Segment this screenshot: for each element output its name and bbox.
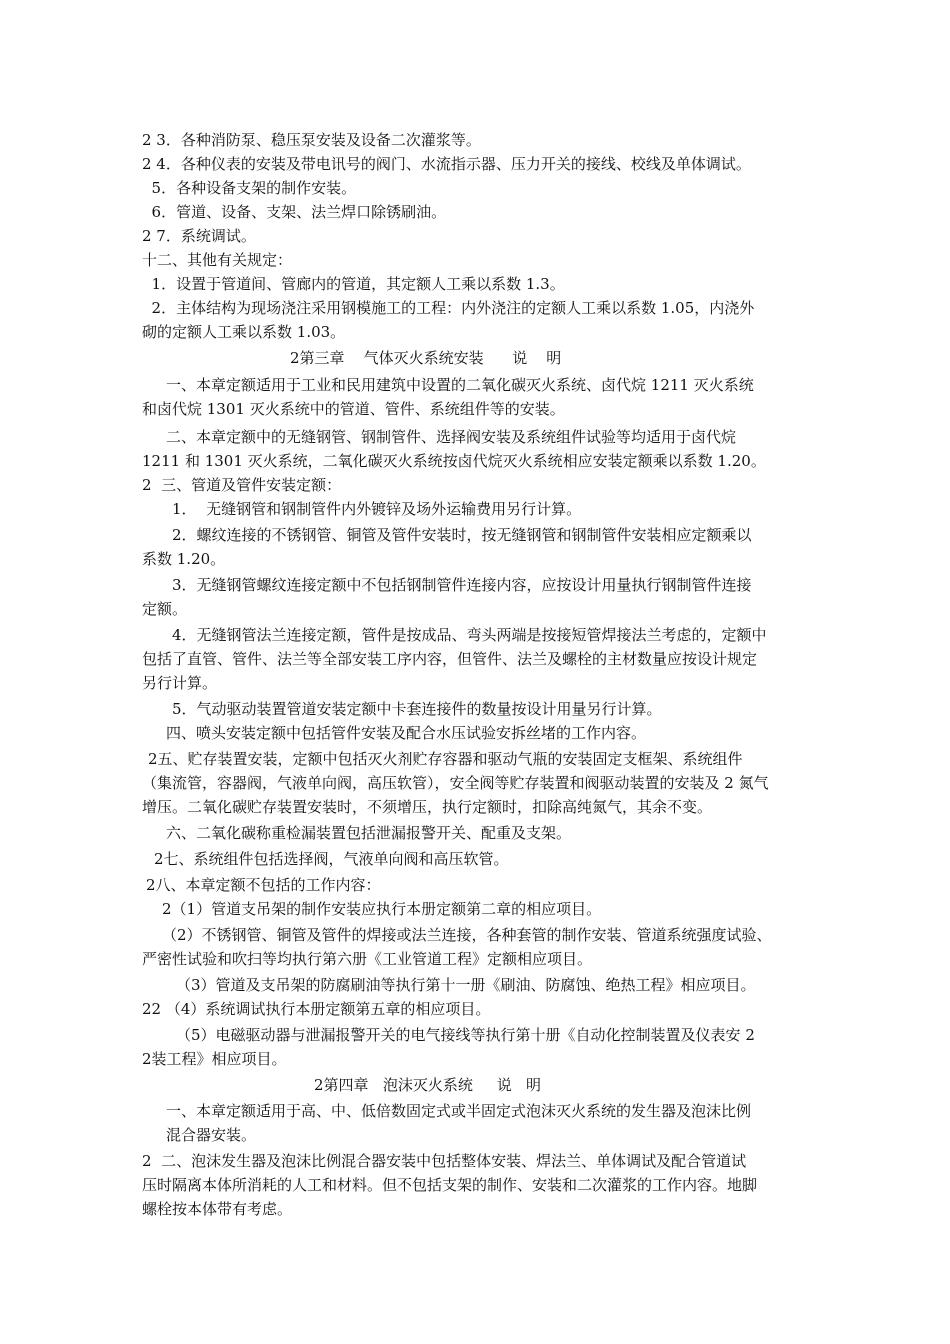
text-line: 5．气动驱动装置管道安装定额中卡套连接件的数量按设计用量另行计算。: [172, 700, 662, 718]
section-heading: 十二、其他有关规定：: [142, 251, 293, 269]
text-line: 六、二氧化碳称重检漏装置包括泄漏报警开关、配重及支架。: [166, 824, 572, 842]
text-line: 定额。: [142, 600, 188, 618]
text-line: 2 二、泡沫发生器及泡沫比例混合器安装中包括整体安装、焊法兰、单体调试及配合管道试: [142, 1152, 747, 1170]
text-line: 2 三、管道及管件安装定额：: [142, 476, 342, 494]
text-line: 增压。二氧化碳贮存装置安装时，不须增压，执行定额时，扣除高纯氮气，其余不变。: [142, 798, 713, 816]
text-line: 2（1）管道支吊架的制作安装应执行本册定额第二章的相应项目。: [162, 900, 602, 918]
text-line: 混合器安装。: [166, 1126, 257, 1144]
text-line: 2．螺纹连接的不锈钢管、铜管及管件安装时，按无缝钢管和钢制管件安装相应定额乘以: [172, 526, 752, 544]
text-line: 和卤代烷 1301 灭火系统中的管道、管件、系统组件等的安装。: [142, 400, 565, 418]
text-line: 2 3．各种消防泵、稳压泵安装及设备二次灌浆等。: [142, 131, 481, 149]
text-line: 2．主体结构为现场浇注采用钢模施工的工程：内外浇注的定额人工乘以系数 1.05，内浇外: [142, 299, 755, 317]
text-line: 2五、贮存装置安装，定额中包括灭火剂贮存容器和驱动气瓶的安装固定支框架、系统组件: [148, 750, 743, 768]
text-line: 螺栓按本体带有考虑。: [142, 1200, 293, 1218]
chapter-title: 2第四章 泡沫灭火系统 说 明: [314, 1076, 541, 1094]
text-line: 严密性试验和吹扫等均执行第六册《工业管道工程》定额相应项目。: [142, 950, 593, 968]
text-line: 2 7．系统调试。: [142, 227, 256, 245]
text-line: 6．管道、设备、支架、法兰焊口除锈刷油。: [142, 203, 447, 221]
text-line: 2七、系统组件包括选择阀，气液单向阀和高压软管。: [154, 850, 509, 868]
text-line: 系数 1.20。: [142, 550, 226, 568]
text-line: 一、本章定额适用于工业和民用建筑中设置的二氧化碳灭火系统、卤代烷 1211 灭火系统: [166, 376, 754, 394]
text-line: （5）电磁驱动器与泄漏报警开关的电气接线等执行第十册《自动化控制装置及仪表安 2: [176, 1026, 755, 1044]
chapter-title: 2第三章 气体灭火系统安装 说 明: [290, 349, 562, 367]
text-line: 4．无缝钢管法兰连接定额，管件是按成品、弯头两端是按接短管焊接法兰考虑的，定额中: [172, 626, 767, 644]
text-line: 2八、本章定额不包括的工作内容：: [146, 876, 381, 894]
text-line: 22 （4）系统调试执行本册定额第五章的相应项目。: [142, 1000, 491, 1018]
text-line: （3）管道及支吊架的防腐刷油等执行第十一册《刷油、防腐蚀、绝热工程》相应项目。: [176, 976, 756, 994]
text-line: 包括了直管、管件、法兰等全部安装工序内容，但管件、法兰及螺栓的主材数量应按设计规定: [142, 650, 758, 668]
text-line: 二、本章定额中的无缝钢管、钢制管件、选择阀安装及系统组件试验等均适用于卤代烷: [166, 428, 737, 446]
text-line: 1211 和 1301 灭火系统，二氧化碳灭火系统按卤代烷灭火系统相应安装定额乘以系数 1.20。: [142, 452, 766, 470]
text-line: （2）不锈钢管、铜管及管件的焊接或法兰连接，各种套管的制作安装、管道系统强度试验、: [162, 926, 772, 944]
text-line: 2 4．各种仪表的安装及带电讯号的阀门、水流指示器、压力开关的接线、校线及单体调试。: [142, 155, 751, 173]
text-line: 压时隔离本体所消耗的人工和材料。但不包括支架的制作、安装和二次灌浆的工作内容。地脚: [142, 1176, 758, 1194]
text-line: 1． 无缝钢管和钢制管件内外镀锌及场外运输费用另行计算。: [172, 500, 582, 518]
text-line: 2装工程》相应项目。: [142, 1050, 287, 1068]
text-line: （集流管，容器阀，气液单向阀，高压软管），安全阀等贮存装置和阀驱动装置的安装及 2 氮气: [142, 774, 769, 792]
text-line: 3．无缝钢管螺纹连接定额中不包括钢制管件连接内容，应按设计用量执行钢制管件连接: [172, 576, 752, 594]
text-line: 砌的定额人工乘以系数 1.03。: [142, 323, 346, 341]
text-line: 5．各种设备支架的制作安装。: [142, 179, 357, 197]
text-line: 四、喷头安装定额中包括管件安装及配合水压试验安拆丝堵的工作内容。: [166, 724, 647, 742]
text-line: 1．设置于管道间、管廊内的管道，其定额人工乘以系数 1.3。: [142, 275, 565, 293]
text-line: 另行计算。: [142, 674, 218, 692]
text-line: 一、本章定额适用于高、中、低倍数固定式或半固定式泡沫灭火系统的发生器及泡沫比例: [166, 1102, 752, 1120]
